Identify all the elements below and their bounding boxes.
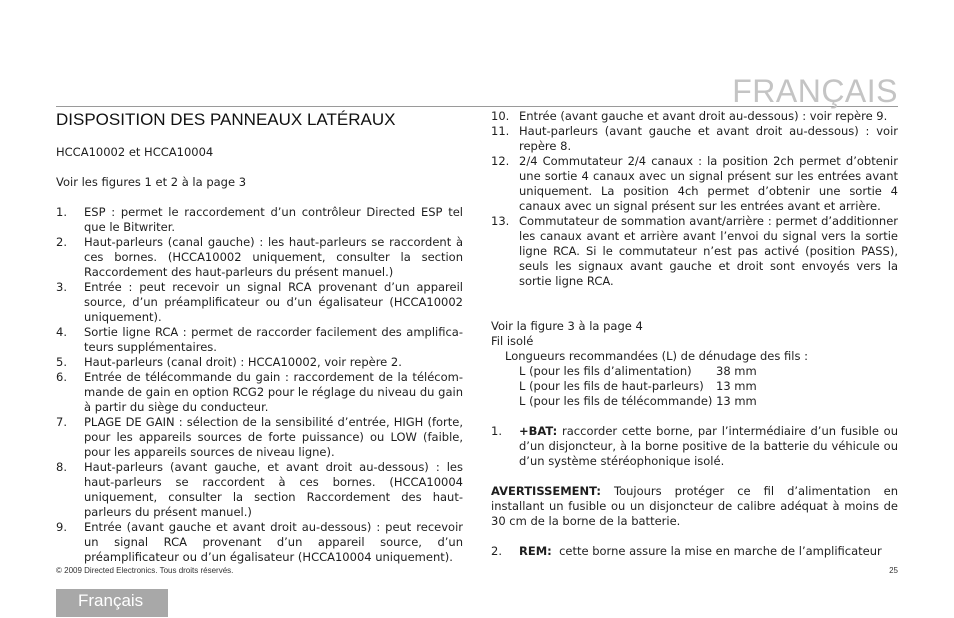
section-heading: DISPOSITION DES PANNEAUX LATÉRAUX xyxy=(56,110,396,129)
right-item-list xyxy=(491,109,898,289)
item-number: 2. xyxy=(491,544,502,558)
wiring-block xyxy=(491,319,898,409)
item-text: Entrée (avant gauche et avant droit au-dessous) : voir repère 9. xyxy=(519,109,888,123)
rem-text: cette borne assure la mise en marche de l’amplificateur xyxy=(559,544,882,558)
list-item xyxy=(491,544,898,559)
item-number: 7. xyxy=(56,415,67,429)
list-item xyxy=(491,214,898,289)
list-item xyxy=(56,235,463,280)
item-number: 5. xyxy=(56,355,67,369)
page-number: 25 xyxy=(889,566,898,575)
list-item xyxy=(56,280,463,325)
strip-length-label: L (pour les fils de télécommande) xyxy=(519,394,713,408)
spacer xyxy=(491,409,898,424)
terminal-list xyxy=(491,424,898,469)
wire-label: Fil isolé xyxy=(491,334,534,348)
list-item xyxy=(56,460,463,520)
spacer xyxy=(491,529,898,544)
list-item xyxy=(56,415,463,460)
copyright: © 2009 Directed Electronics. Tous droits réservés. xyxy=(56,566,234,575)
list-item xyxy=(491,124,898,154)
terminal-list xyxy=(491,544,898,559)
language-title: FRANÇAIS xyxy=(732,73,898,109)
item-number: 1. xyxy=(491,424,502,438)
see-figures-line: Voir les figures 1 et 2 à la page 3 xyxy=(56,175,247,189)
item-text: ESP : permet le raccordement d’un contrôleur Directed ESP tel que le Bitwriter. xyxy=(84,205,463,234)
right-column xyxy=(491,109,898,559)
warning-paragraph xyxy=(491,484,898,529)
left-column xyxy=(56,109,463,565)
item-number: 9. xyxy=(56,520,67,534)
item-text: Haut-parleurs (canal gauche) : les haut-parleurs se raccordent à ces bornes. (HCCA10002 uniquement, consulter la section Raccordement des haut-parleurs du présent manuel.) xyxy=(84,235,463,279)
warning-label: AVERTISSEMENT: xyxy=(491,484,601,498)
item-number: 8. xyxy=(56,460,67,474)
strip-length-label: L (pour les fils de haut-parleurs) xyxy=(519,379,704,393)
item-number: 2. xyxy=(56,235,67,249)
list-item xyxy=(56,370,463,415)
list-item xyxy=(56,205,463,235)
item-text: Entrée (avant gauche et avant droit au-dessous) : peut recevoir un signal RCA provenant d’un appareil source, d’un préamplificateur ou d’un égalisateur (HCCA10004 uniquement). xyxy=(84,520,463,564)
strip-length-label: L (pour les fils d’alimentation) xyxy=(519,364,692,378)
item-text: Commutateur de sommation avant/arrière : permet d’additionner les canaux avant et arrière avant l’envoi du signal vers la sortie ligne RCA. Si le commutateur n’est pas activé (position PASS), seuls les signaux avant gauche et droit sont envoyés vers la sortie ligne RCA. xyxy=(519,214,898,288)
list-item xyxy=(491,154,898,214)
item-number: 10. xyxy=(491,109,510,123)
strip-length-value: 38 mm xyxy=(716,364,757,378)
spacer xyxy=(491,289,898,319)
item-number: 6. xyxy=(56,370,67,384)
item-number: 11. xyxy=(491,124,510,138)
item-number: 1. xyxy=(56,205,67,219)
item-number: 12. xyxy=(491,154,510,168)
strip-length-value: 13 mm xyxy=(716,394,757,408)
spacer xyxy=(491,469,898,484)
see-figure-line: Voir la figure 3 à la page 4 xyxy=(491,319,643,333)
models-line: HCCA10002 et HCCA10004 xyxy=(56,145,214,159)
rem-term: REM: xyxy=(519,544,552,558)
item-text: Haut-parleurs (avant gauche, et avant droit au-dessous) : les haut-parleurs se raccordent à ces bornes. (HCCA10004 uniquement, consulter la section Raccordement des haut-parleurs du présent manuel.) xyxy=(84,460,463,519)
language-tab: Français xyxy=(56,589,168,617)
list-item xyxy=(56,520,463,565)
item-text: Haut-parleurs (canal droit) : HCCA10002, voir repère 2. xyxy=(84,355,402,369)
item-number: 13. xyxy=(491,214,510,228)
list-item xyxy=(491,109,898,124)
item-text: 2/4 Commutateur 2/4 canaux : la position 2ch permet d’obtenir une sortie 4 canaux avec un signal présent sur les entrées avant uniquement. La position 4ch permet d’obtenir une sortie 4 canaux avec un signal présent sur les entrées avant et arrière. xyxy=(519,154,898,213)
strip-length-row xyxy=(491,379,898,394)
item-number: 4. xyxy=(56,325,67,339)
item-number: 3. xyxy=(56,280,67,294)
item-text: Sortie ligne RCA : permet de raccorder facilement des amplifica-teurs supplémentaires. xyxy=(84,325,463,354)
strip-length-value: 13 mm xyxy=(716,379,757,393)
left-item-list xyxy=(56,205,463,565)
item-text: PLAGE DE GAIN : sélection de la sensibilité d’entrée, HIGH (forte, pour les appareils sources de forte puissance) ou LOW (faible, pour les appareils sources de niveau ligne). xyxy=(84,415,463,459)
list-item xyxy=(491,424,898,469)
bat-text: raccorder cette borne, par l’intermédiaire d’un fusible ou d’un disjoncteur, à la borne positive de la batterie du véhicule ou d’un système stéréophonique isolé. xyxy=(519,424,899,468)
strip-lengths-label: Longueurs recommandées (L) de dénudage des fils : xyxy=(505,349,808,363)
bat-term: +BAT: xyxy=(519,424,558,438)
item-text: Haut-parleurs (avant gauche et avant droit au-dessous) : voir repère 8. xyxy=(519,124,898,153)
strip-length-row xyxy=(491,364,898,379)
warning-text: Toujours protéger ce fil d’alimentation en installant un fusible ou un disjoncteur de calibre adéquat à moins de 30 cm de la borne de la batterie. xyxy=(491,484,899,528)
item-text: Entrée : peut recevoir un signal RCA provenant d’un appareil source, d’un préamplificateur ou d’un égalisateur (HCCA10002 uniquement). xyxy=(84,280,463,324)
list-item xyxy=(56,355,463,370)
strip-length-row xyxy=(491,394,898,409)
list-item xyxy=(56,325,463,355)
item-text: Entrée de télécommande du gain : raccordement de la télécom-mande de gain en option RCG2 pour le réglage du niveau du gain à partir du siège du conducteur. xyxy=(84,370,463,414)
